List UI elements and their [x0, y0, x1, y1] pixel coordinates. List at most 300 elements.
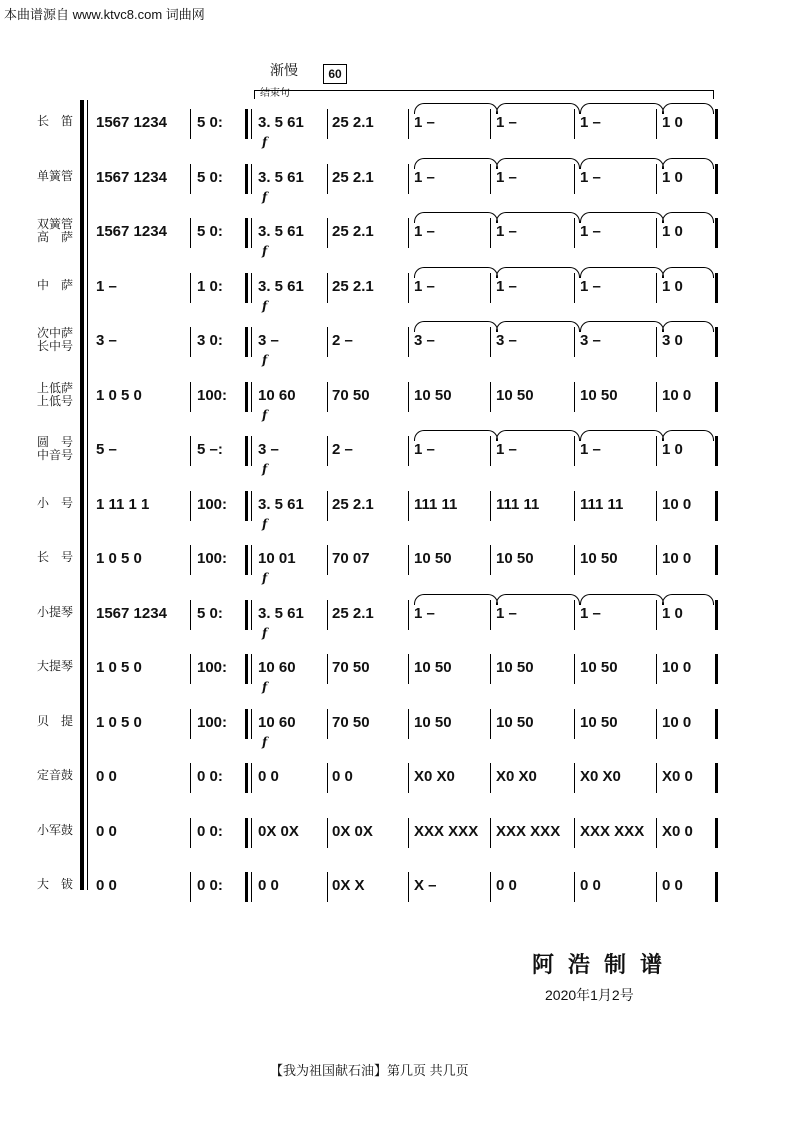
measure-1: 0 0 — [96, 877, 117, 894]
measure-1: 3 – — [96, 332, 117, 349]
barline — [190, 818, 191, 848]
barline — [715, 545, 718, 575]
tie-slur — [662, 594, 714, 605]
barline — [656, 709, 657, 739]
barline — [574, 872, 575, 902]
instrument-row — [0, 588, 792, 642]
tie-slur — [414, 594, 498, 605]
barline — [574, 545, 575, 575]
barline — [715, 327, 718, 357]
tie-slur — [496, 212, 580, 223]
dynamic-mark: f — [262, 516, 268, 531]
measure-4: 25 2.1 — [332, 277, 374, 295]
section-label: 结束句 — [260, 88, 290, 99]
measure-4: 2 – — [332, 332, 353, 349]
measure-3: 3. 5 61 — [258, 604, 304, 622]
barline — [574, 818, 575, 848]
measure-5: 1 – — [414, 441, 435, 458]
barline — [715, 436, 718, 466]
measure-4: 25 2.1 — [332, 114, 374, 131]
instrument-name: 长 号 — [36, 550, 73, 564]
measure-5: 10 50 — [414, 386, 452, 404]
measure-6: XXX XXX — [496, 822, 561, 840]
measure-8: 1 0 — [662, 114, 683, 131]
barline — [327, 218, 328, 248]
barline — [408, 382, 409, 412]
measure-6: 10 50 — [496, 713, 534, 731]
tie-slur — [414, 212, 498, 223]
measure-3: 3. 5 61 — [258, 114, 304, 131]
measure-3: 10 01 — [258, 550, 296, 567]
barline — [251, 164, 252, 194]
barline — [656, 545, 657, 575]
measure-4: 0X 0X — [332, 822, 373, 840]
barline — [327, 872, 328, 902]
measure-5: 111 11 — [414, 495, 458, 513]
measure-7: 3 – — [580, 332, 601, 349]
barline — [190, 763, 191, 793]
instrument-row — [0, 642, 792, 696]
measure-4: 0X X — [332, 877, 365, 894]
dynamic-mark: f — [262, 407, 268, 422]
tie-slur — [496, 267, 580, 278]
barline — [245, 164, 248, 194]
barline — [656, 818, 657, 848]
measure-8: 10 0 — [662, 495, 692, 513]
tie-slur — [662, 158, 714, 169]
dynamic-mark: f — [262, 189, 268, 204]
instrument-name: 双簧管 高 萨 — [36, 217, 73, 244]
barline — [490, 709, 491, 739]
barline — [656, 763, 657, 793]
measure-5: 10 50 — [414, 659, 452, 676]
barline — [190, 436, 191, 466]
barline — [408, 109, 409, 139]
measure-1: 1 0 5 0 — [96, 659, 142, 676]
barline — [245, 491, 248, 521]
page-footer: 【我为祖国献石油】第几页 共几页 — [270, 1063, 469, 1078]
measure-7: X0 X0 — [580, 768, 621, 785]
barline — [190, 600, 191, 630]
arrangement-date: 2020年1月2号 — [545, 987, 634, 1003]
measure-6: 1 – — [496, 441, 517, 458]
barline — [715, 382, 718, 412]
barline — [251, 709, 252, 739]
arranger-signature: 阿浩制谱 — [532, 952, 677, 978]
measure-1: 1 11 1 1 — [96, 495, 150, 513]
measure-4: 25 2.1 — [332, 604, 374, 622]
measure-8: 1 0 — [662, 604, 683, 622]
instrument-name: 中 萨 — [36, 277, 73, 292]
measure-2: 5 0: — [197, 114, 223, 131]
measure-5: 10 50 — [414, 713, 452, 731]
measure-4: 25 2.1 — [332, 223, 374, 240]
barline — [656, 491, 657, 521]
barline — [245, 545, 248, 575]
barline — [327, 109, 328, 139]
instrument-name: 小军鼓 — [36, 822, 73, 837]
barline — [251, 327, 252, 357]
tie-slur — [580, 430, 664, 441]
measure-4: 70 50 — [332, 713, 370, 731]
measure-6: 10 50 — [496, 659, 534, 676]
tie-slur — [580, 158, 664, 169]
tie-slur — [580, 103, 664, 114]
instrument-row — [0, 806, 792, 860]
barline — [574, 654, 575, 684]
measure-6: 1 – — [496, 277, 517, 295]
tie-slur — [496, 158, 580, 169]
instrument-name: 上低萨 上低号 — [36, 380, 73, 408]
dynamic-mark: f — [262, 353, 268, 367]
measure-7: 1 – — [580, 441, 601, 458]
measure-2: 100: — [197, 386, 228, 404]
measure-3: 3 – — [258, 332, 279, 349]
measure-2: 0 0: — [197, 768, 223, 785]
measure-2: 100: — [197, 495, 228, 513]
barline — [408, 327, 409, 357]
instrument-name: 小提琴 — [36, 604, 73, 619]
measure-4: 2 – — [332, 441, 353, 458]
dynamic-mark: f — [262, 462, 268, 476]
barline — [245, 709, 248, 739]
barline — [715, 273, 718, 303]
tie-slur — [662, 321, 714, 332]
barline — [245, 109, 248, 139]
measure-1: 1567 1234 — [96, 168, 167, 186]
barline — [715, 763, 718, 793]
measure-2: 100: — [197, 659, 228, 676]
barline — [408, 818, 409, 848]
measure-2: 0 0: — [197, 822, 223, 840]
measure-8: 0 0 — [662, 877, 683, 894]
measure-5: 1 – — [414, 114, 435, 131]
measure-2: 5 0: — [197, 168, 223, 186]
instrument-row — [0, 261, 792, 315]
measure-8: 1 0 — [662, 223, 683, 240]
barline — [251, 109, 252, 139]
barline — [190, 709, 191, 739]
barline — [490, 872, 491, 902]
barline — [190, 382, 191, 412]
measure-6: X0 X0 — [496, 768, 537, 785]
measure-1: 0 0 — [96, 822, 117, 840]
measure-8: X0 0 — [662, 768, 693, 785]
barline — [715, 872, 718, 902]
instrument-name: 大提琴 — [36, 659, 73, 673]
tie-slur — [496, 103, 580, 114]
barline — [574, 709, 575, 739]
tie-slur — [580, 267, 664, 278]
instrument-row — [0, 424, 792, 478]
tie-slur — [496, 321, 580, 332]
barline — [408, 654, 409, 684]
barline — [190, 654, 191, 684]
measure-3: 10 60 — [258, 386, 296, 404]
measure-7: 10 50 — [580, 550, 618, 567]
barline — [408, 709, 409, 739]
measure-1: 1567 1234 — [96, 114, 167, 131]
measure-1: 1 – — [96, 277, 117, 295]
measure-2: 100: — [197, 713, 228, 731]
tie-slur — [414, 430, 498, 441]
tie-slur — [662, 103, 714, 114]
barline — [251, 654, 252, 684]
barline — [251, 763, 252, 793]
barline — [327, 436, 328, 466]
barline — [327, 491, 328, 521]
measure-2: 5 0: — [197, 223, 223, 240]
measure-8: 1 0 — [662, 168, 683, 186]
barline — [251, 545, 252, 575]
measure-7: 1 – — [580, 223, 601, 240]
barline — [490, 491, 491, 521]
measure-6: 3 – — [496, 332, 517, 349]
instrument-row — [0, 315, 792, 369]
barline — [327, 818, 328, 848]
barline — [251, 818, 252, 848]
barline — [327, 654, 328, 684]
measure-1: 0 0 — [96, 768, 117, 785]
tie-slur — [414, 321, 498, 332]
barline — [715, 491, 718, 521]
measure-8: 1 0 — [662, 277, 683, 295]
barline — [656, 654, 657, 684]
measure-7: 1 – — [580, 277, 601, 295]
measure-4: 25 2.1 — [332, 168, 374, 186]
measure-6: 1 – — [496, 168, 517, 186]
measure-5: 10 50 — [414, 550, 452, 567]
instrument-name: 圆 号 中音号 — [36, 435, 73, 462]
instrument-row — [0, 697, 792, 751]
measure-7: XXX XXX — [580, 822, 645, 840]
measure-6: 0 0 — [496, 877, 517, 894]
tie-slur — [496, 594, 580, 605]
measure-1: 1 0 5 0 — [96, 386, 142, 404]
instrument-row — [0, 370, 792, 424]
barline — [408, 491, 409, 521]
barline — [408, 273, 409, 303]
barline — [251, 436, 252, 466]
measure-1: 1567 1234 — [96, 604, 167, 622]
measure-3: 0X 0X — [258, 822, 299, 840]
measure-7: 0 0 — [580, 877, 601, 894]
instrument-name: 次中萨 长中号 — [36, 326, 73, 353]
barline — [190, 164, 191, 194]
measure-5: XXX XXX — [414, 822, 479, 840]
barline — [327, 545, 328, 575]
measure-7: 1 – — [580, 168, 601, 186]
measure-4: 70 50 — [332, 659, 370, 676]
measure-1: 1 0 5 0 — [96, 550, 142, 567]
tie-slur — [580, 212, 664, 223]
measure-1: 1567 1234 — [96, 223, 167, 240]
measure-5: 1 – — [414, 168, 435, 186]
measure-8: 10 0 — [662, 386, 692, 404]
measure-7: 1 – — [580, 114, 601, 131]
barline — [490, 818, 491, 848]
measure-4: 70 50 — [332, 386, 370, 404]
barline — [715, 600, 718, 630]
barline — [715, 654, 718, 684]
barline — [574, 763, 575, 793]
barline — [327, 273, 328, 303]
barline — [490, 763, 491, 793]
instrument-row — [0, 97, 792, 151]
measure-3: 3. 5 61 — [258, 168, 304, 186]
tie-slur — [580, 594, 664, 605]
barline — [490, 545, 491, 575]
barline — [715, 164, 718, 194]
measure-2: 0 0: — [197, 877, 223, 894]
instrument-row — [0, 152, 792, 206]
barline — [251, 872, 252, 902]
barline — [574, 382, 575, 412]
barline — [245, 763, 248, 793]
measure-4: 70 07 — [332, 550, 370, 567]
barline — [408, 545, 409, 575]
dynamic-mark: f — [262, 734, 268, 749]
tie-slur — [662, 430, 714, 441]
dynamic-mark: f — [262, 625, 268, 640]
measure-1: 5 – — [96, 441, 117, 458]
barline — [327, 327, 328, 357]
measure-2: 3 0: — [197, 332, 223, 349]
measure-7: 10 50 — [580, 659, 618, 676]
measure-4: 25 2.1 — [332, 495, 374, 513]
tie-slur — [580, 321, 664, 332]
barline — [190, 327, 191, 357]
barline — [715, 109, 718, 139]
barline — [190, 491, 191, 521]
tie-slur — [414, 103, 498, 114]
measure-3: 0 0 — [258, 768, 279, 785]
instrument-name: 小 号 — [36, 495, 73, 510]
barline — [190, 872, 191, 902]
dynamic-mark: f — [262, 680, 268, 694]
measure-3: 3. 5 61 — [258, 495, 304, 513]
barline — [245, 218, 248, 248]
measure-8: 10 0 — [662, 713, 692, 731]
measure-5: X – — [414, 877, 437, 894]
tempo-mark: 渐慢 — [270, 62, 298, 78]
measure-6: 10 50 — [496, 550, 534, 567]
measure-5: 1 – — [414, 277, 435, 295]
instrument-name: 大 钹 — [36, 877, 73, 891]
measure-8: 10 0 — [662, 659, 692, 676]
measure-2: 5 –: — [197, 441, 223, 458]
tie-slur — [662, 267, 714, 278]
tie-slur — [496, 430, 580, 441]
tie-slur — [662, 212, 714, 223]
measure-2: 100: — [197, 550, 228, 567]
measure-6: 1 – — [496, 223, 517, 240]
barline — [190, 109, 191, 139]
measure-6: 10 50 — [496, 386, 534, 404]
measure-7: 10 50 — [580, 386, 618, 404]
instrument-row — [0, 206, 792, 260]
barline — [715, 709, 718, 739]
barline — [656, 382, 657, 412]
barline — [251, 218, 252, 248]
barline — [490, 382, 491, 412]
barline — [245, 327, 248, 357]
rehearsal-mark: 60 — [323, 64, 347, 84]
measure-3: 0 0 — [258, 877, 279, 894]
barline — [251, 491, 252, 521]
measure-7: 1 – — [580, 604, 601, 622]
instrument-row — [0, 533, 792, 587]
dynamic-mark: f — [262, 135, 268, 149]
dynamic-mark: f — [262, 244, 268, 258]
barline — [656, 872, 657, 902]
measure-7: 111 11 — [580, 495, 624, 513]
barline — [408, 600, 409, 630]
dynamic-mark: f — [262, 571, 268, 585]
measure-7: 10 50 — [580, 713, 618, 731]
measure-8: 3 0 — [662, 332, 683, 349]
measure-3: 3. 5 61 — [258, 223, 304, 240]
measure-5: X0 X0 — [414, 768, 455, 785]
measure-3: 3. 5 61 — [258, 277, 304, 295]
measure-5: 3 – — [414, 332, 435, 349]
barline — [408, 164, 409, 194]
measure-6: 1 – — [496, 114, 517, 131]
instrument-row — [0, 479, 792, 533]
barline — [327, 763, 328, 793]
barline — [245, 436, 248, 466]
measure-2: 1 0: — [197, 277, 223, 295]
measure-5: 1 – — [414, 223, 435, 240]
instrument-name: 定音鼓 — [36, 768, 73, 782]
barline — [327, 709, 328, 739]
dynamic-mark: f — [262, 298, 268, 313]
measure-6: 1 – — [496, 604, 517, 622]
barline — [251, 273, 252, 303]
barline — [245, 872, 248, 902]
barline — [574, 491, 575, 521]
measure-1: 1 0 5 0 — [96, 713, 142, 731]
barline — [327, 600, 328, 630]
barline — [245, 600, 248, 630]
barline — [245, 273, 248, 303]
instrument-name: 单簧管 — [36, 168, 73, 183]
barline — [190, 545, 191, 575]
measure-2: 5 0: — [197, 604, 223, 622]
measure-6: 111 11 — [496, 495, 540, 513]
barline — [408, 436, 409, 466]
barline — [251, 600, 252, 630]
barline — [245, 818, 248, 848]
instrument-row — [0, 860, 792, 914]
barline — [408, 218, 409, 248]
barline — [715, 818, 718, 848]
instrument-row — [0, 751, 792, 805]
barline — [327, 164, 328, 194]
measure-8: 1 0 — [662, 441, 683, 458]
tie-slur — [414, 267, 498, 278]
barline — [245, 654, 248, 684]
barline — [327, 382, 328, 412]
measure-4: 0 0 — [332, 768, 353, 785]
instrument-name: 贝 提 — [36, 713, 73, 728]
instrument-name: 长 笛 — [36, 114, 73, 128]
source-header: 本曲谱源自 www.ktvc8.com 词曲网 — [4, 7, 205, 22]
measure-8: 10 0 — [662, 550, 692, 567]
measure-3: 10 60 — [258, 713, 296, 731]
barline — [251, 382, 252, 412]
tie-slur — [414, 158, 498, 169]
